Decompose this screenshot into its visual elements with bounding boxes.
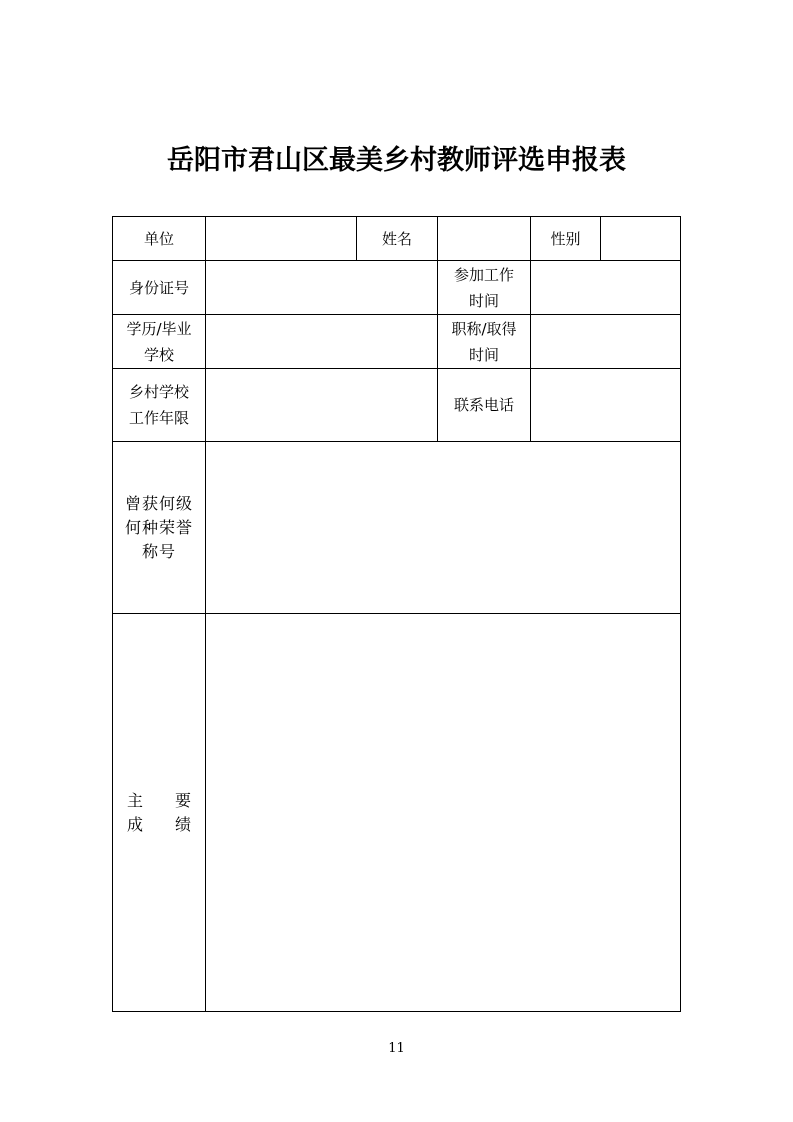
- honors-label-line3: 称号: [141, 541, 176, 561]
- rural-years-label-line1: 乡村学校: [128, 383, 189, 401]
- name-label: [357, 217, 437, 260]
- id-number-field[interactable]: [206, 261, 437, 314]
- name-field[interactable]: [438, 217, 530, 260]
- work-start-label: [438, 261, 530, 314]
- unit-field[interactable]: [206, 217, 356, 260]
- achievements-char3: 成: [126, 814, 143, 834]
- honors-label-line1: 曾获何级: [124, 493, 193, 513]
- achievements-char1: 主: [126, 790, 143, 810]
- professional-title-field[interactable]: [531, 315, 680, 368]
- professional-title-label-line1: 职称/取得: [451, 319, 517, 338]
- phone-label-text: 联系电话: [453, 396, 514, 414]
- unit-label: [113, 217, 205, 260]
- table-border-bottom: [112, 1011, 681, 1012]
- rural-years-label-line2: 工作年限: [128, 409, 189, 427]
- name-label-text: 姓名: [381, 229, 412, 248]
- rural-years-field[interactable]: [206, 369, 437, 441]
- achievements-char2: 要: [175, 790, 192, 810]
- gender-label: [531, 217, 600, 260]
- work-start-field[interactable]: [531, 261, 680, 314]
- phone-field[interactable]: [531, 369, 680, 441]
- id-number-label-text: 身份证号: [128, 278, 189, 297]
- gender-label-text: 性别: [550, 229, 581, 248]
- professional-title-label: [438, 315, 530, 368]
- professional-title-label-line2: 时间: [468, 345, 499, 364]
- achievements-char4: 绩: [175, 814, 192, 834]
- id-number-label: [113, 261, 205, 314]
- education-label-line2: 学校: [143, 345, 174, 364]
- honors-field[interactable]: [206, 442, 680, 613]
- honors-label-line2: 何种荣誉: [124, 517, 193, 537]
- achievements-label: [113, 614, 205, 1011]
- table-border-right: [680, 216, 681, 1012]
- page-number: 11: [388, 1041, 405, 1056]
- unit-label-text: 单位: [143, 229, 174, 248]
- work-start-label-line1: 参加工作: [453, 265, 514, 284]
- achievements-field[interactable]: [206, 614, 680, 1011]
- honors-label: [113, 442, 205, 613]
- education-label-line1: 学历/毕业: [126, 319, 192, 338]
- phone-label: [438, 369, 530, 441]
- page-title: 岳阳市君山区最美乡村教师评选申报表: [167, 145, 626, 176]
- rural-years-label: [113, 369, 205, 441]
- education-field[interactable]: [206, 315, 437, 368]
- gender-field[interactable]: [601, 217, 680, 260]
- education-label: [113, 315, 205, 368]
- work-start-label-line2: 时间: [468, 291, 499, 310]
